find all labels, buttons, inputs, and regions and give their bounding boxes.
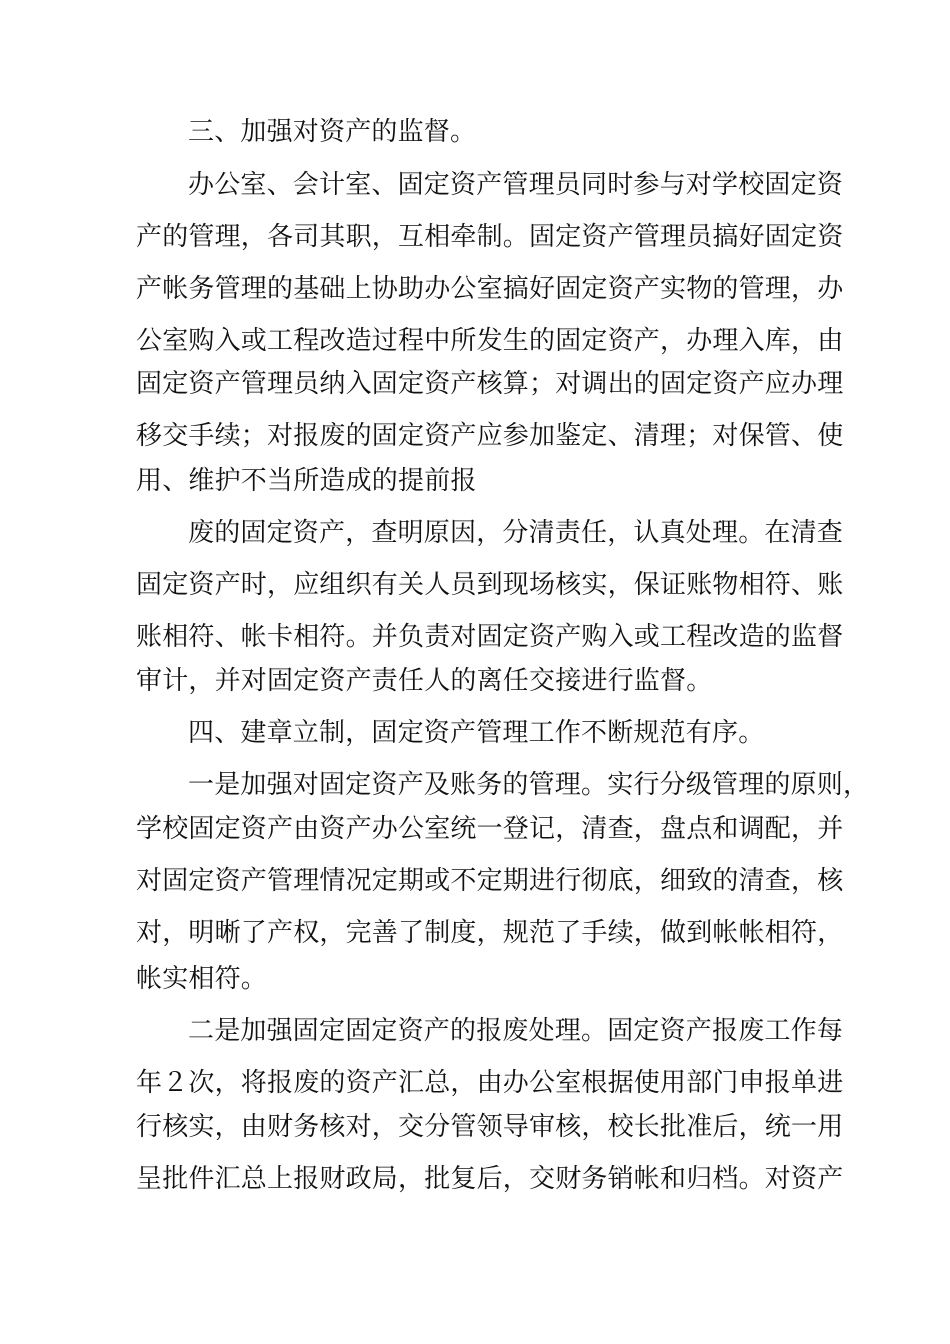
text-line: 帐实相符。 <box>136 964 268 994</box>
text-line: 移交手续；对报废的固定资产应参加鉴定、清理；对保管、使 <box>136 421 844 451</box>
text-line: 年２次，将报废的资产汇总，由办公室根据使用部门申报单进 <box>136 1068 844 1098</box>
section-heading-3: 三、加强对资产的监督。 <box>188 117 477 147</box>
text-line: 废的固定资产，查明原因，分清责任，认真处理。在清查 <box>188 518 844 548</box>
text-line: 学校固定资产由资产办公室统一登记，清查，盘点和调配，并 <box>136 814 844 844</box>
text-line: 公室购入或工程改造过程中所发生的固定资产，办理入库，由 <box>136 326 844 356</box>
text-line: 固定资产时，应组织有关人员到现场核实，保证账物相符、账 <box>136 570 844 600</box>
text-line: 对固定资产管理情况定期或不定期进行彻底，细致的清查，核 <box>136 866 844 896</box>
text-line: 产的管理，各司其职，互相牵制。固定资产管理员搞好固定资 <box>136 222 844 252</box>
text-line: 产帐务管理的基础上协助办公室搞好固定资产实物的管理，办 <box>136 274 844 304</box>
text-line: 账相符、帐卡相符。并负责对固定资产购入或工程改造的监督 <box>136 622 844 652</box>
section-heading-4: 四、建章立制，固定资产管理工作不断规范有序。 <box>188 718 765 748</box>
text-line: 呈批件汇总上报财政局，批复后，交财务销帐和归档。对资产 <box>136 1164 844 1194</box>
text-line: 一是加强对固定资产及账务的管理。实行分级管理的原则， <box>188 770 870 800</box>
text-line: 二是加强固定固定资产的报废处理。固定资产报废工作每 <box>188 1016 844 1046</box>
text-line: 审计，并对固定资产责任人的离任交接进行监督。 <box>136 666 713 696</box>
text-line: 固定资产管理员纳入固定资产核算；对调出的固定资产应办理 <box>136 369 844 399</box>
text-line: 用、维护不当所造成的提前报 <box>136 466 477 496</box>
text-line: 行核实，由财务核对，交分管领导审核，校长批准后，统一用 <box>136 1112 844 1142</box>
text-line: 办公室、会计室、固定资产管理员同时参与对学校固定资 <box>188 170 844 200</box>
text-line: 对，明晰了产权，完善了制度，规范了手续，做到帐帐相符， <box>136 918 844 948</box>
